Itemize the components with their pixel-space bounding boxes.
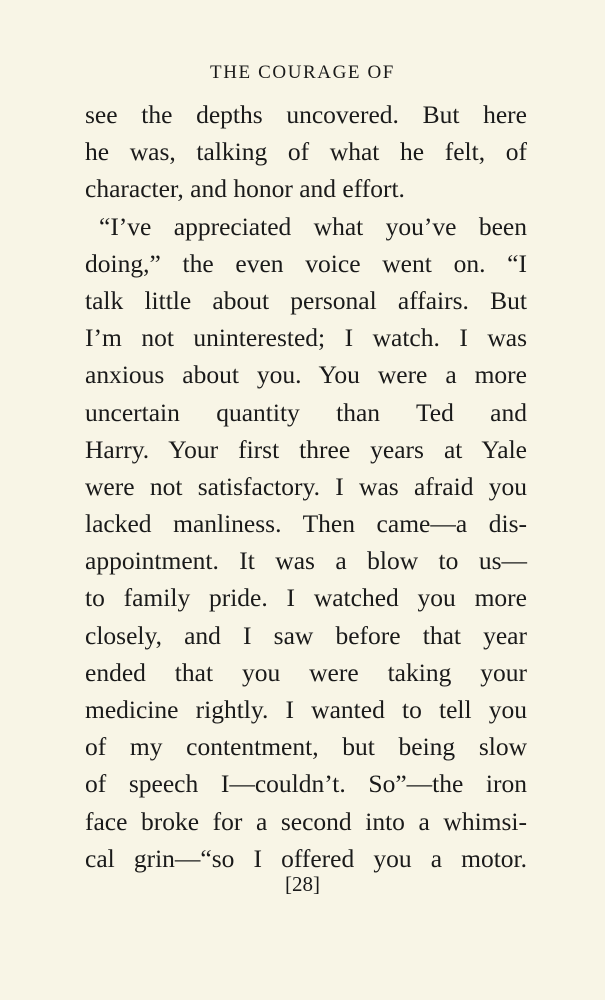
text-line: cal grin—“so I offered you a motor. — [85, 843, 527, 873]
text-line: ended that you were taking your — [85, 657, 527, 687]
text-line: face broke for a second into a whimsi- — [85, 806, 527, 836]
text-line: lacked manliness. Then came—a dis- — [85, 509, 527, 539]
text-line: medicine rightly. I wanted to tell you — [85, 695, 527, 724]
text-line: of my contentment, but being slow — [85, 732, 527, 762]
text-line: anxious about you. You were a more — [85, 360, 527, 390]
text-line: appointment. It was a blow to us— — [85, 546, 527, 576]
text-line: closely, and I saw before that year — [85, 620, 527, 650]
text-line: he was, talking of what he felt, of — [85, 137, 527, 167]
page-number: [28] — [285, 872, 320, 896]
running-head: THE COURAGE OF — [210, 62, 395, 83]
text-line: character, and honor and effort. — [85, 174, 405, 204]
text-line: see the depths uncovered. But here — [85, 100, 527, 129]
text-line: of speech I—couldn’t. So”—the iron — [85, 769, 527, 799]
text-line: Harry. Your first three years at Yale — [85, 434, 527, 464]
text-line: “I’ve appreciated what you’ve been — [99, 211, 527, 241]
text-line: uncertain quantity than Ted and — [85, 397, 527, 427]
text-line: talk little about personal affairs. But — [85, 285, 527, 315]
text-line: I’m not uninterested; I watch. I was — [85, 323, 527, 353]
text-line: doing,” the even voice went on. “I — [85, 248, 527, 278]
text-line: were not satisfactory. I was afraid you — [85, 471, 527, 501]
text-line: to family pride. I watched you more — [85, 583, 527, 613]
body-text — [85, 96, 527, 877]
